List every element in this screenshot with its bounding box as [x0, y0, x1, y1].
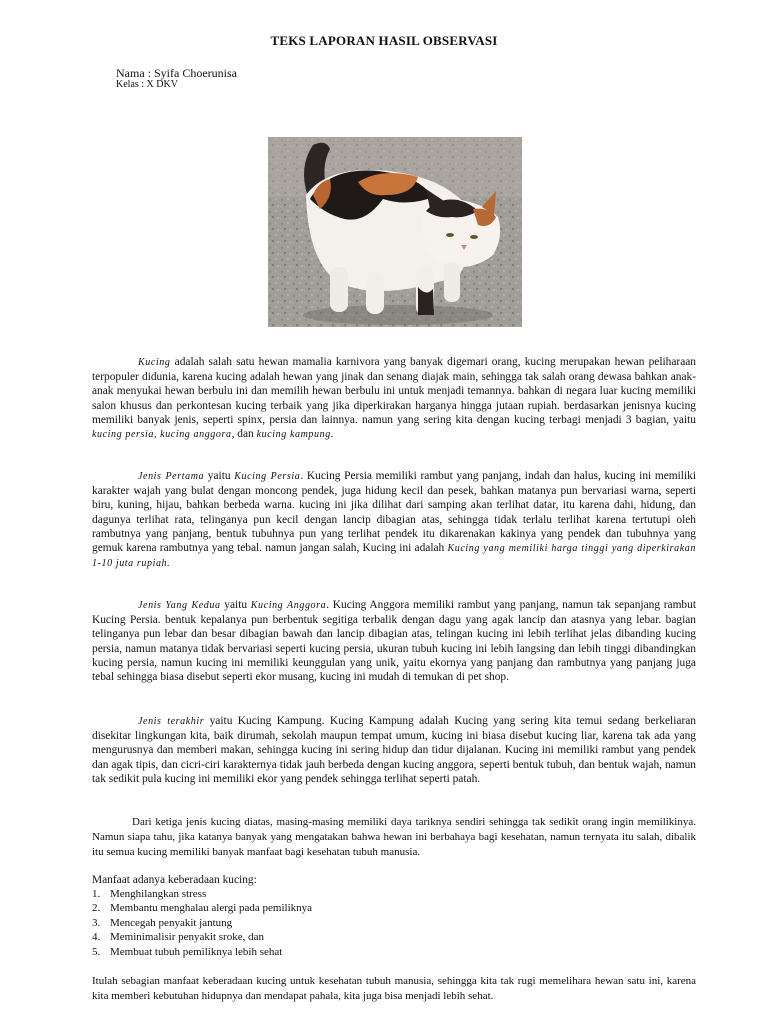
list-item-text: Menghilangkan stress: [110, 888, 207, 900]
student-name: Nama : Syifa Choerunisa: [116, 66, 237, 80]
student-class: Kelas : X DKV: [116, 79, 178, 90]
persia-price-note: Kucing yang memiliki harga tinggi yang diperkirakan 1-10 juta rupiah.: [92, 543, 696, 570]
paragraph-summary-text: Dari ketiga jenis kucing diatas, masing-masing memiliki daya tariknya sendiri sehingga tak sedikit orang ingin memilikinya. Namun siapa tahu, jika katanya banyak yang mengatakan bahwa hewan ini berbahaya bagi kesehatan, namun ternyata itu salah, dibalik itu semua kucing memiliki banyak manfaat bagi kesehatan tubuh manusia.: [92, 816, 696, 858]
list-item: [92, 887, 312, 901]
list-item: [92, 901, 312, 915]
breed-anggora: Kucing Anggora: [250, 600, 327, 611]
list-item-number: 5.: [92, 945, 101, 958]
paragraph-kampung-text: yaitu Kucing Kampung. Kucing Kampung adalah Kucing yang sering kita temui sedang berkeliaran disekitar lingkungan kita, baik dirumah, sekolah maupun tempat umum, kucing ini biasa disebut kucing liar, karena tak ada yang mengurusnya dan memberi makan, sehingga kucing ini sering hidup dan tidur dijalanan. Kucing ini memiliki rambut yang pendek dan agak tipis, dan cicri-ciri karakternya tidak jauh berbeda dengan kucing anggora, seperti bentuk tubuh, dan bentuk wajah, namun tak sedikit pula kucing ini memiliki ekor yang pendek sehingga terlihat seperti patah.: [92, 715, 696, 785]
cat-photo: [268, 137, 522, 327]
paragraph-intro: [92, 355, 696, 442]
paragraph-kampung: [92, 714, 696, 786]
list-item-number: 4.: [92, 931, 101, 944]
label-second-type: Jenis Yang Kedua: [138, 600, 221, 611]
list-item-text: Membuat tubuh pemiliknya lebih sehat: [110, 945, 283, 958]
paragraph-closing: [92, 974, 696, 1004]
list-item: [92, 916, 312, 930]
list-item-text: Membantu menghalau alergi pada pemiliknya: [110, 902, 313, 915]
paragraph-anggora-text-b: . Kucing Anggora memiliki rambut yang panjang, namun tak sepanjang rambut Kucing Persia. bentuk kepalanya pun berbentuk segitiga terbalik dengan dagu yang agak lancip dan atasnya yang lebar. bagian telinganya pun lebar dan besar dibagian bawah dan lancip dibagian atas, telingan kucing ini lebih terlihat jelas dibanding kucing persia, namun matanya tidak bervariasi seperti kucing persia, ukuran tubuh kucing ini lebih langsing dan lebih tinggi dibandingkan kucing persia, namun kucing ini memiliki keunggulan yang unik, yaitu ekornya yang panjang dan rambutnya yang panjang juga tebal sehingga biasa disebut seperti ekor musang, kucing ini mudah di temukan di pet shop.: [92, 599, 696, 684]
list-item-number: 3.: [92, 916, 101, 929]
list-item: [92, 945, 312, 959]
list-item-text: Mencegah penyakit jantung: [110, 916, 233, 929]
paragraph-summary: [92, 815, 696, 860]
label-last-type: Jenis terakhir: [138, 716, 205, 727]
document-title: TEKS LAPORAN HASIL OBSERVASI: [270, 33, 498, 48]
list-item-number: 1.: [92, 888, 101, 900]
benefits-list: [92, 887, 312, 959]
paragraph-anggora-text-a: yaitu: [220, 599, 251, 611]
benefits-intro: Manfaat adanya keberadaan kucing:: [92, 874, 257, 886]
breed-persia: Kucing Persia: [234, 471, 301, 482]
paragraph-persia-text-b: . Kucing Persia memiliki rambut yang panjang, indah dan halus, kucing ini memiliki karakter wajah yang bulat dengan moncong pendek, juga hidung kecil dan pesek, bahkan matanya pun bervariasi warna, seperti biru, kuning, hijau, bahkan berbeda warna. kucing ini jika dilihat dari samping akan terlihat datar, itu karena dahi, hidung, dan dagunya terlihat rata, telinganya pun kecil dengan lancip dibagian atas, sehingga tidak terlalu terlihat karena tertutupi oleh rambutnya yang panjang, bentuk tubuhnya pun yang terlihat pendek itu dikarenakan kakinya yang pendek dan tubuhnya yang gemuk karena rambutnya yang tebal. namun jangan salah, Kucing ini adalah: [92, 470, 696, 555]
list-item: [92, 930, 312, 944]
term-types: kucing persia, kucing anggora: [92, 429, 232, 441]
paragraph-persia-text-a: yaitu: [204, 470, 235, 482]
list-item-text: Meminimalisir penyakit sroke, dan: [110, 931, 264, 944]
paragraph-intro-text-a: adalah salah satu hewan mamalia karnivora yang banyak digemari orang, kucing merupakan hewan peliharaan terpopuler didunia, karena kucing adalah hewan yang jinak dan senang diajak main, sehingga tak salah orang dewasa bahkan anak-anak menyukai hewan berbulu ini dan memilih hewan berbulu ini untuk menjadi temannya. bahkan di negara luar kucing memiliki salon khusus dan perkontesan kucing terbaik yang jika diperkirakan harganya hingga jutaan rupiah. berdasarkan jenisnya kucing memiliki banyak jenis, seperti spinx, persia dan lainnya. namun yang sering kita dengan kucing terbagi menjadi 3 bagian, yaitu: [92, 356, 696, 426]
term-kucing: Kucing: [138, 357, 171, 368]
label-first-type: Jenis Pertama: [138, 471, 205, 482]
paragraph-closing-text: Itulah sebagian manfaat keberadaan kucing untuk kesehatan tubuh manusia, sehingga kita tak rugi memelihara hewan satu ini, karena kita memberi kebutuhan hidupnya dan mendapat pahala, kita juga bisa menjadi lebih sehat.: [92, 975, 696, 1002]
paragraph-anggora: [92, 598, 696, 684]
paragraph-persia: [92, 469, 696, 571]
term-kampung: kucing kampung.: [256, 429, 334, 441]
list-item-number: 2.: [92, 902, 101, 915]
paragraph-intro-text-b: , dan: [231, 428, 257, 441]
